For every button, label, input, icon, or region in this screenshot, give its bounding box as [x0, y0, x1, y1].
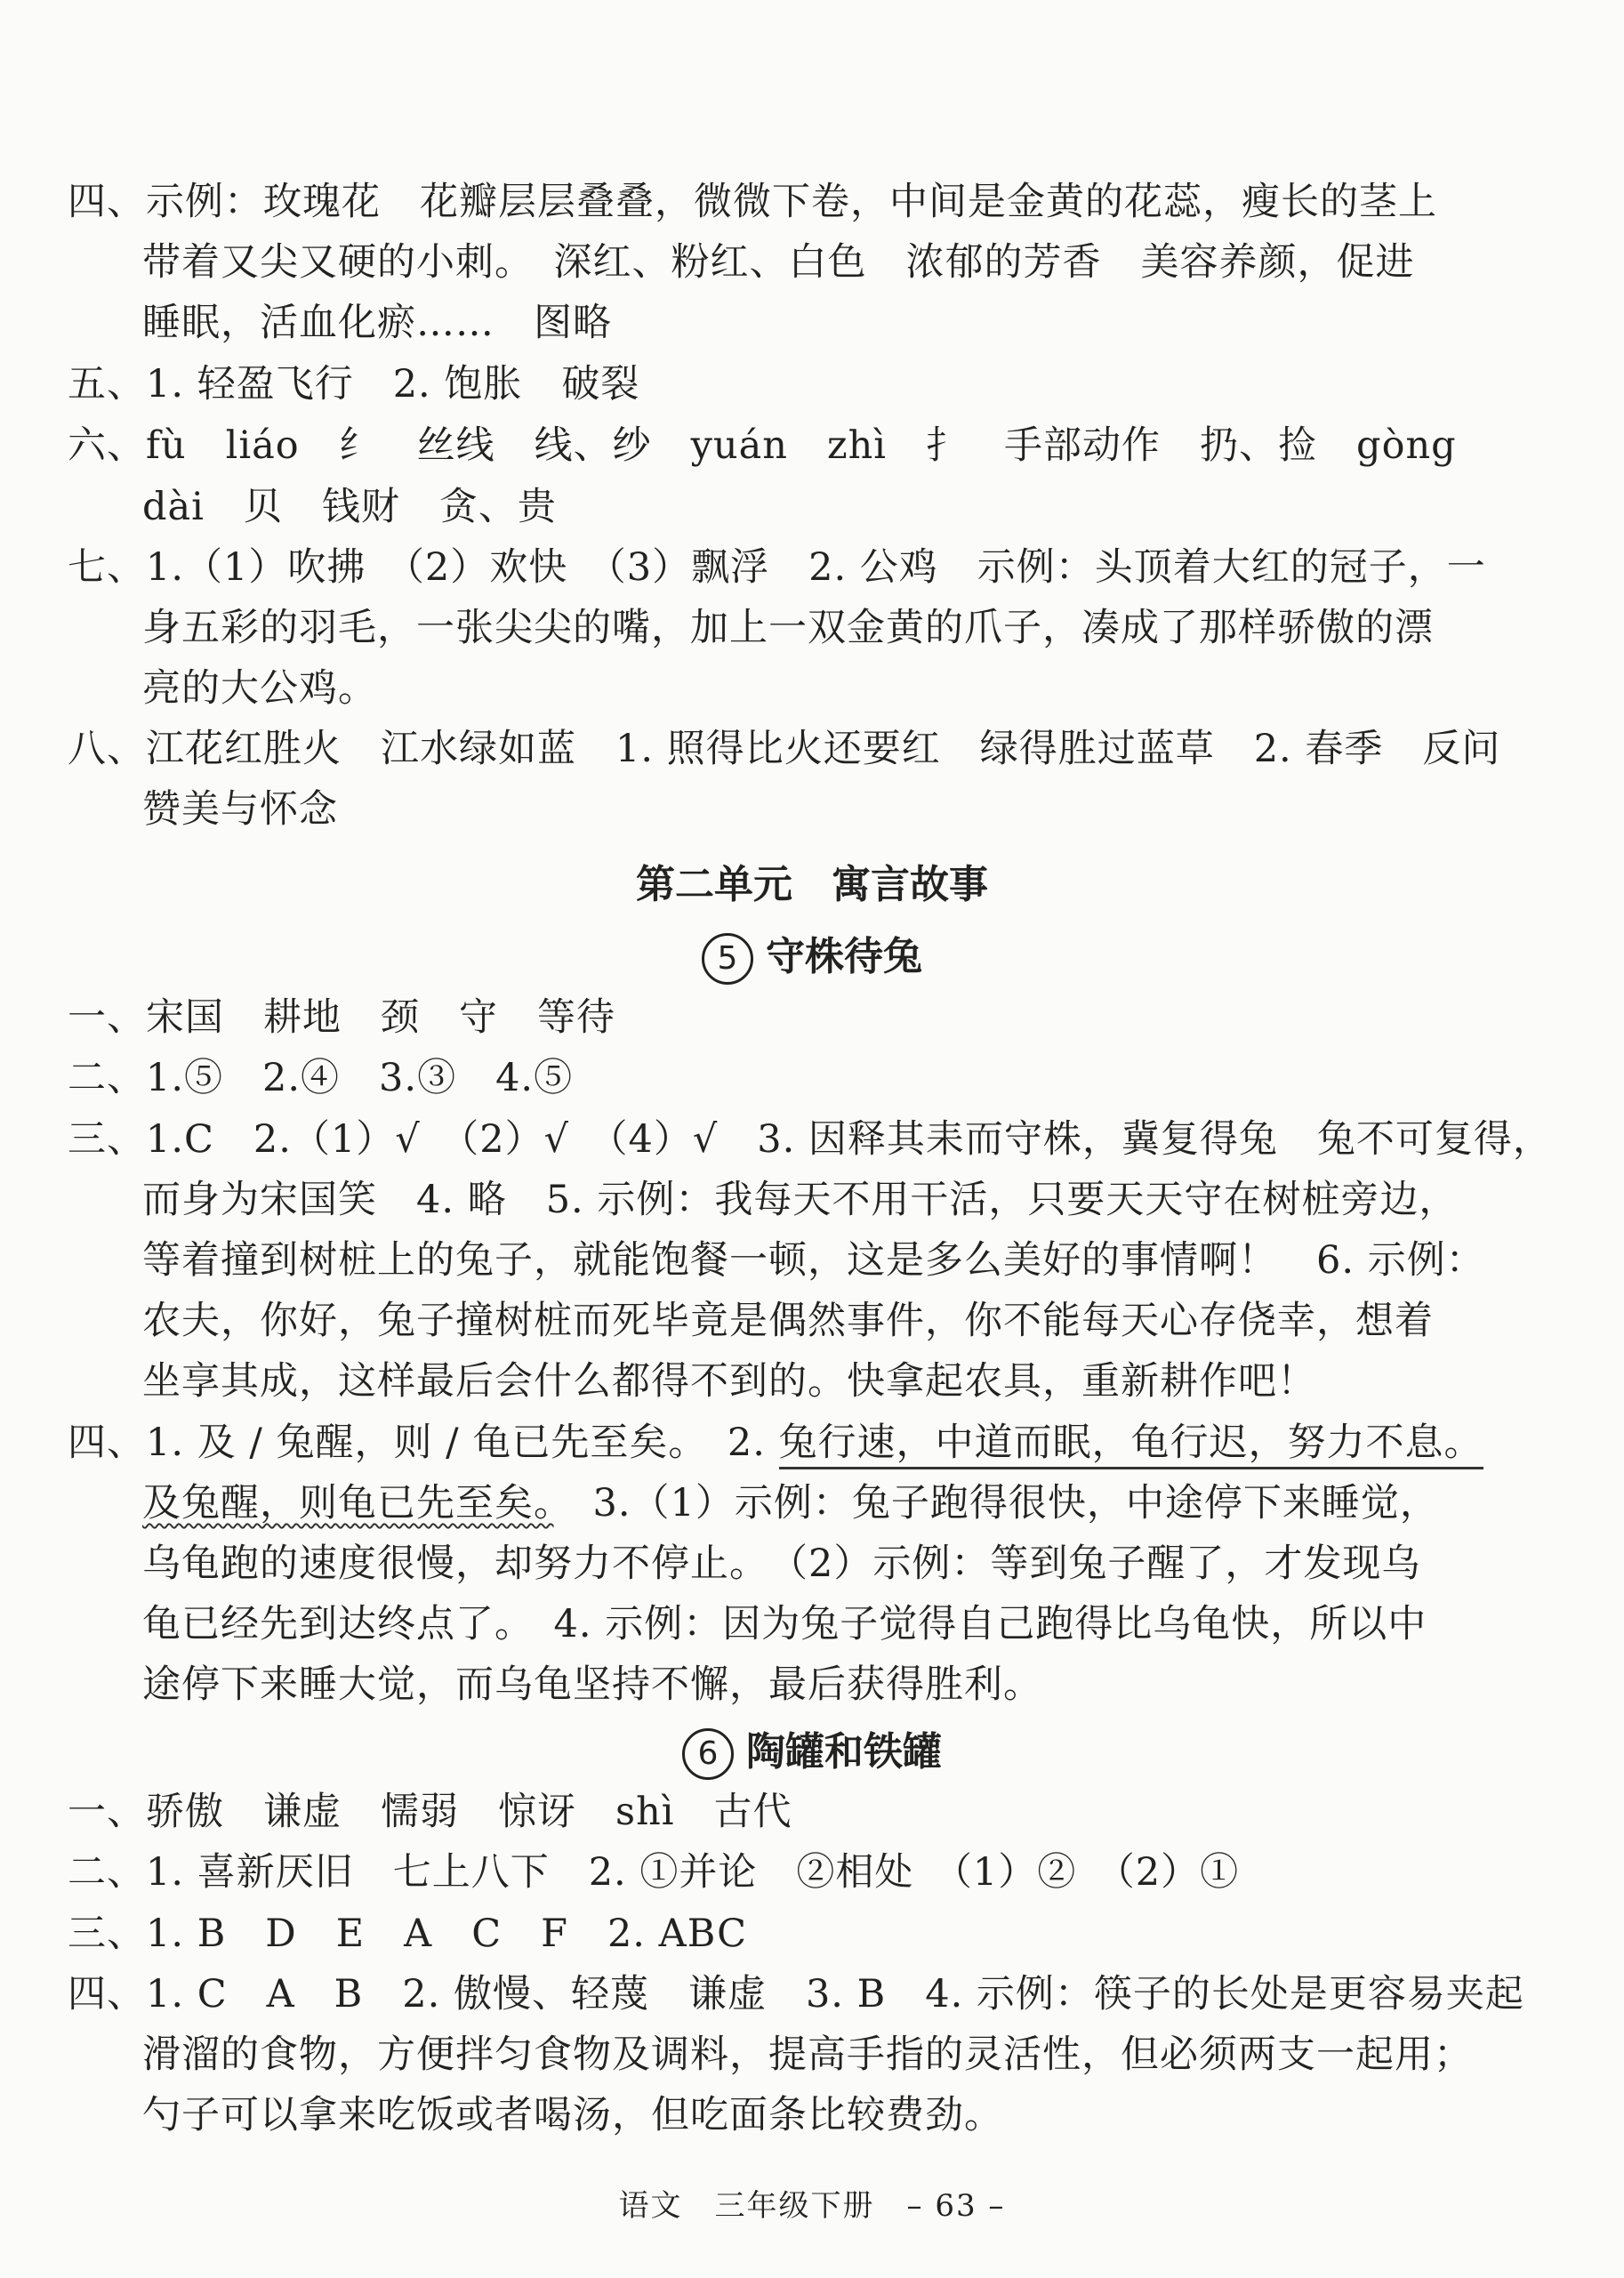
answer-line: 亮的大公鸡。: [142, 666, 377, 711]
answer-line: 赞美与怀念: [142, 787, 338, 832]
answer-line: 而身为宋国笑 4. 略 5. 示例：我每天不用干活，只要天天守在树桩旁边，: [142, 1178, 1459, 1222]
answer-line: 身五彩的羽毛，一张尖尖的嘴，加上一双金黄的爪子，凑成了那样骄傲的漂: [142, 606, 1434, 650]
answer-line: 坐享其成，这样最后会什么都得不到的。快拿起农具，重新耕作吧！: [142, 1359, 1316, 1404]
lesson-number-badge: 6: [682, 1728, 734, 1780]
answer-line: 农夫，你好，兔子撞树桩而死毕竟是偶然事件，你不能每天心存侥幸，想着: [142, 1299, 1434, 1343]
answer-line: 七、1.（1）吹拂 （2）欢快 （3）飘浮 2. 公鸡 示例：头顶着大红的冠子，一: [68, 545, 1486, 590]
answer-line: dài 贝 钱财 贪、贵: [142, 485, 557, 529]
answer-line: 二、1. 喜新厌旧 七上八下 2. ①并论 ②相处 （1）② （2）①: [68, 1850, 1240, 1895]
lesson-number-badge: 5: [702, 933, 753, 985]
answer-line: 三、1. B D E A C F 2. ABC: [68, 1912, 747, 1956]
answer-line: 龟已经先到达终点了。 4. 示例：因为兔子觉得自己跑得比乌龟快，所以中: [142, 1602, 1427, 1646]
answer-text: 3.（1）示例：兔子跑得很快，中途停下来睡觉，: [553, 1481, 1439, 1525]
lesson-title: [0, 930, 1624, 985]
answer-line: 睡眠，活血化瘀…… 图略: [142, 301, 612, 345]
answer-line: 途停下来睡大觉，而乌龟坚持不懈，最后获得胜利。: [142, 1662, 1042, 1707]
answer-line: 一、宋国 耕地 颈 守 等待: [68, 995, 615, 1040]
underlined-answer: 兔行速，中道而眠，龟行迟，努力不息。: [779, 1421, 1483, 1469]
lesson-title-text: 陶罐和铁罐: [746, 1729, 942, 1775]
answer-line: 三、1.C 2.（1）√ （2）√ （4）√ 3. 因释其耒而守株，冀复得兔 兔不可复得，: [68, 1117, 1552, 1162]
answer-line: 带着又尖又硬的小刺。 深红、粉红、白色 浓郁的芳香 美容养颜，促进: [142, 240, 1415, 285]
answer-line: 一、骄傲 谦虚 懦弱 惊讶 shì 古代: [68, 1790, 792, 1834]
answer-line: 四、1. C A B 2. 傲慢、轻蔑 谦虚 3. B 4. 示例：筷子的长处是更容易夹起: [68, 1972, 1524, 2016]
answer-line: 二、1.⑤ 2.④ 3.③ 4.⑤: [68, 1056, 574, 1100]
answer-line: 滑溜的食物，方便拌匀食物及调料，提高手指的灵活性，但必须两支一起用；: [142, 2032, 1473, 2077]
answer-line: 勺子可以拿来吃饭或者喝汤，但吃面条比较费劲。: [142, 2093, 1003, 2137]
lesson-title: [0, 1726, 1624, 1780]
answer-line: 四、示例：玫瑰花 花瓣层层叠叠，微微下卷，中间是金黄的花蕊，瘦长的茎上: [68, 180, 1437, 224]
answer-line: 等着撞到树桩上的兔子，就能饱餐一顿，这是多么美好的事情啊！ 6. 示例：: [142, 1238, 1485, 1283]
page-footer: 语文 三年级下册 – 63 –: [618, 2188, 1006, 2224]
wavy-underlined-answer: 及兔醒，则龟已先至矣。: [142, 1481, 554, 1525]
unit-title: 第二单元 寓言故事: [636, 862, 988, 907]
answer-line: 乌龟跑的速度很慢，却努力不停止。 （2）示例：等到兔子醒了，才发现乌: [142, 1541, 1421, 1586]
answer-line: 六、fù liáo 纟 丝线 线、纱 yuán zhì 扌 手部动作 扔、捡 gòng: [68, 423, 1457, 468]
answer-text: 四、1. 及 / 兔醒，则 / 龟已先至矣。 2.: [68, 1421, 779, 1465]
answer-line: [68, 1417, 1483, 1469]
lesson-title-text: 守株待兔: [766, 934, 922, 979]
answer-line: 五、1. 轻盈飞行 2. 饱胀 破裂: [68, 362, 640, 406]
answer-line: [142, 1477, 1439, 1529]
answer-line: 八、江花红胜火 江水绿如蓝 1. 照得比火还要红 绿得胜过蓝草 2. 春季 反问: [68, 727, 1501, 771]
